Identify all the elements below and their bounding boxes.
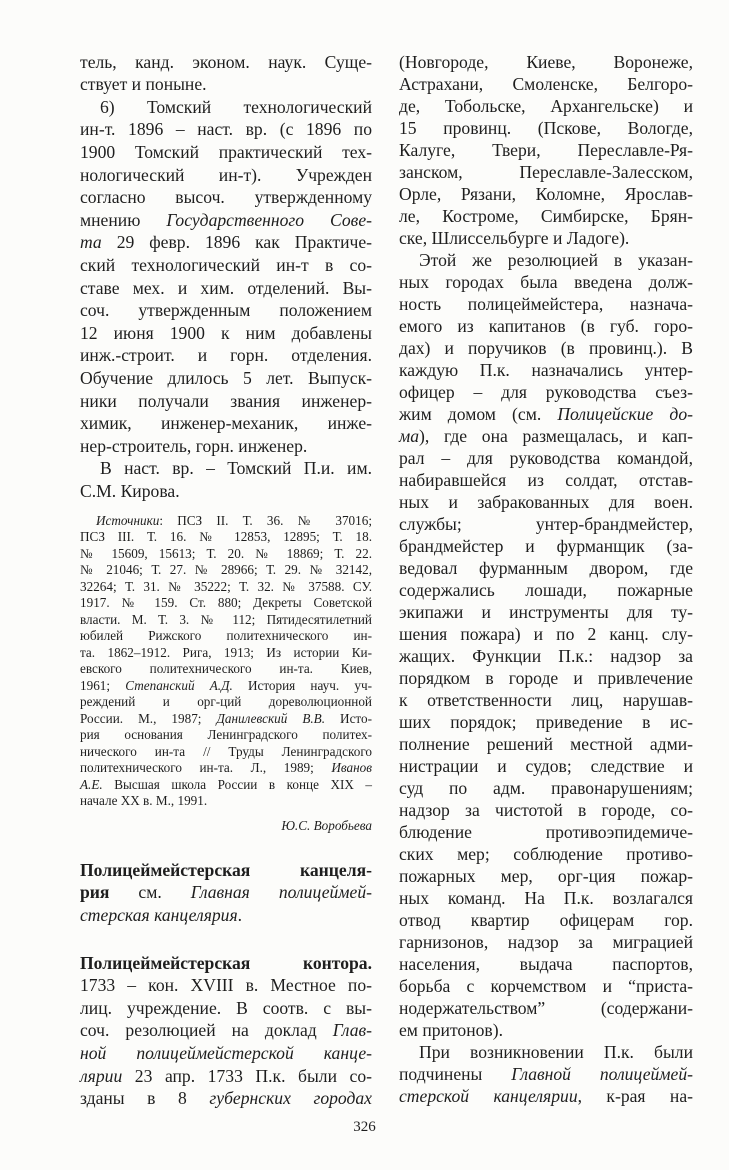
text-line <box>399 865 693 887</box>
text-line <box>399 359 693 381</box>
text-span: 32264; Т. 31. № 35222; Т. 32. № 37588. СУ. <box>80 578 372 594</box>
text-line <box>80 529 372 546</box>
text-line <box>80 760 372 777</box>
text-span: брандмейстер и фурманщик (за- <box>399 536 693 556</box>
text-span: 6) Томский технологический <box>100 96 372 117</box>
italic-text: лярии <box>80 1065 123 1086</box>
text-span: Исто- <box>325 710 373 726</box>
text-line <box>399 161 693 183</box>
text-span: инж.-строит. и горн. отделения. <box>80 345 372 366</box>
text-span: зданы в 8 <box>80 1088 210 1109</box>
text-line <box>80 562 372 579</box>
text-span: Астрахани, Смоленске, Белгоро- <box>399 74 693 94</box>
text-line <box>80 881 372 904</box>
text-span: нодержательством” (содержани- <box>399 998 693 1018</box>
text-line <box>80 904 372 927</box>
text-line <box>80 344 372 367</box>
text-line <box>80 480 372 503</box>
text-line <box>80 628 372 645</box>
text-line <box>399 513 693 535</box>
text-line <box>399 997 693 1019</box>
text-line <box>399 425 693 447</box>
text-line <box>80 694 372 711</box>
text-span: де, Тобольске, Архангельске) и <box>399 96 693 116</box>
text-line <box>399 337 693 359</box>
text-span: службы; унтер-брандмейстер, <box>399 514 693 534</box>
text-span: История науч. уч- <box>232 677 372 693</box>
text-line <box>399 557 693 579</box>
text-line <box>80 859 372 882</box>
text-span: подчинены <box>399 1064 512 1084</box>
text-line <box>80 118 372 141</box>
text-span: содержались лошади, пожарные <box>399 580 693 600</box>
text-line <box>399 711 693 733</box>
text-span: ствует и поныне. <box>80 74 207 95</box>
text-span: шения пожара) и по 2 канц. слу- <box>399 624 693 644</box>
text-line <box>399 403 693 425</box>
text-line <box>80 277 372 300</box>
text-line <box>399 623 693 645</box>
text-line <box>80 595 372 612</box>
text-line <box>399 271 693 293</box>
text-line <box>399 601 693 623</box>
text-line <box>80 744 372 761</box>
text-line <box>399 205 693 227</box>
text-span: Орле, Рязани, Коломне, Ярослав- <box>399 184 693 204</box>
text-span: (Новгороде, Киеве, Воронеже, <box>399 52 693 72</box>
text-line <box>399 139 693 161</box>
text-span: рия основания Ленинградского политех- <box>80 727 372 743</box>
text-span: химик, инженер-механик, инже- <box>80 413 372 434</box>
text-block <box>399 51 693 1107</box>
text-span: к ответственности лиц, нарушав- <box>399 690 693 710</box>
text-span: При возникновении П.к. были <box>419 1042 693 1062</box>
page-number: 326 <box>353 1119 376 1135</box>
text-line <box>399 887 693 909</box>
text-span: пожарных мер, орг-ция пожар- <box>399 866 693 886</box>
text-line <box>80 974 372 997</box>
text-span: нологический ин-т). Учрежден <box>80 164 372 185</box>
text-line <box>399 975 693 997</box>
text-line <box>80 141 372 164</box>
text-span: нер-строитель, горн. инженер. <box>80 435 308 456</box>
text-span: 1917. № 159. Ст. 880; Декреты Советской <box>80 595 372 611</box>
italic-text: Глав- <box>332 1020 372 1041</box>
text-line <box>80 546 372 563</box>
text-line <box>399 799 693 821</box>
text-span: 1733 – кон. XVIII в. Местное по- <box>80 975 372 996</box>
italic-text: губернских городах <box>209 1088 372 1109</box>
text-span: ин-т. 1896 – наст. вр. (с 1896 по <box>80 119 372 140</box>
text-span: Обучение длилось 5 лет. Выпуск- <box>80 368 372 388</box>
text-span: полнение решений местной адми- <box>399 734 693 754</box>
text-line <box>399 51 693 73</box>
text-line <box>399 667 693 689</box>
text-line <box>80 777 372 794</box>
text-line <box>399 249 693 271</box>
text-span: : ПСЗ II. Т. 36. № 37016; <box>159 512 372 528</box>
text-line <box>399 1041 693 1063</box>
italic-text: стерской канцелярии <box>399 1086 578 1106</box>
text-line <box>399 953 693 975</box>
text-span: реждений и орг-ций дореволюционной <box>80 694 372 710</box>
text-line <box>399 183 693 205</box>
italic-text: Государственного Сове- <box>166 209 372 230</box>
text-span: тель, канд. эконом. наук. Суще- <box>80 51 372 72</box>
text-span: . <box>237 904 243 925</box>
text-line <box>80 817 372 835</box>
text-line <box>80 457 372 480</box>
text-line <box>80 186 372 209</box>
italic-text: та <box>80 232 102 253</box>
text-line <box>80 1087 372 1110</box>
text-span: соч. утвержденным положением <box>80 300 372 321</box>
text-span: , к-рая на- <box>577 1086 693 1106</box>
text-span: Этой же резолюцией в указан- <box>419 250 693 270</box>
text-line <box>399 95 693 117</box>
text-span: занском, Переславле-Залесском, <box>399 162 693 182</box>
text-line <box>80 322 372 345</box>
text-span: борьба с корчемством и “приста- <box>399 976 693 996</box>
text-line <box>80 231 372 254</box>
text-span: ных и забракованных для воен. <box>399 492 693 512</box>
text-line <box>399 689 693 711</box>
text-span: ники получали звания инженер- <box>80 390 372 411</box>
text-span: Высшая школа России в конце XIX – <box>102 776 372 792</box>
text-span: отвод квартир офицерам гор. <box>399 910 693 930</box>
text-line <box>80 412 372 435</box>
text-span: порядком в городе и привлечение <box>399 668 693 688</box>
text-line <box>399 777 693 799</box>
italic-text: А.Е. <box>80 776 103 792</box>
text-line <box>80 952 372 975</box>
italic-text: ма <box>399 426 420 446</box>
text-line <box>80 390 372 413</box>
text-line <box>80 96 372 119</box>
text-line <box>399 931 693 953</box>
italic-text: Полицейские до- <box>557 404 693 424</box>
italic-text: стерская канцелярия <box>80 904 238 925</box>
italic-text: Источники <box>96 512 160 528</box>
text-line <box>399 579 693 601</box>
text-span: рал – для руководства командой, <box>399 448 693 468</box>
text-line <box>80 299 372 322</box>
text-line <box>399 315 693 337</box>
text-span: та. 1862–1912. Рига, 1913; Из истории Ки- <box>80 644 372 660</box>
text-line <box>80 727 372 744</box>
text-line <box>399 1063 693 1085</box>
italic-text: Степанский А.Д. <box>125 677 233 693</box>
italic-text: Главной полицеймей- <box>511 1064 693 1084</box>
text-line <box>80 661 372 678</box>
text-span: соч. резолюцией на доклад <box>80 1020 333 1041</box>
text-line <box>399 227 693 249</box>
text-line <box>80 1042 372 1065</box>
text-line <box>399 491 693 513</box>
text-line <box>80 164 372 187</box>
text-span: нистрации и судов; следствие и <box>399 756 693 776</box>
text-span: ность полицеймейстера, назнача- <box>399 294 693 314</box>
text-line <box>80 612 372 629</box>
text-line <box>399 733 693 755</box>
text-span: лиц. учреждение. В соотв. с вы- <box>80 997 372 1018</box>
text-span: России. М., 1987; <box>80 710 217 726</box>
text-span: ских мер; соблюдение противо- <box>399 844 693 864</box>
text-span: нического ин-та // Труды Ленинградского <box>80 743 372 759</box>
text-line <box>399 821 693 843</box>
text-line <box>80 254 372 277</box>
text-span: евского политехнического ин-та. Киев, <box>80 661 372 677</box>
text-span: надзор за чистотой в городе, со- <box>399 800 693 820</box>
text-span: дах) и поручиков (в провинц.). В <box>399 338 693 358</box>
text-span: каждую П.к. назначались унтер- <box>399 360 693 380</box>
text-span: ем притонов). <box>399 1020 503 1040</box>
text-line <box>80 645 372 662</box>
text-span: Калуге, Твери, Переславле-Ря- <box>399 140 693 160</box>
text-line <box>399 1085 693 1107</box>
text-span: власти. М. Т. 3. № 112; Пятидесятилетний <box>80 611 372 627</box>
text-span: политехнического ин-та. Л., 1989; <box>80 760 332 776</box>
text-span: 12 июня 1900 к ним добавлены <box>80 322 372 343</box>
text-span: набиравшейся из солдат, отстав- <box>399 470 693 490</box>
text-span: ных городах была введена долж- <box>399 272 693 292</box>
text-line <box>80 997 372 1020</box>
text-line <box>399 843 693 865</box>
text-span: офицер – для руководства съез- <box>399 382 693 402</box>
text-line <box>399 755 693 777</box>
text-line <box>80 1065 372 1088</box>
text-line <box>399 293 693 315</box>
text-line <box>80 513 372 530</box>
text-line <box>399 381 693 403</box>
text-span: блюдение противоэпидемиче- <box>399 822 693 842</box>
sources-block <box>80 513 372 810</box>
text-span: ведовал фурманным двором, где <box>399 558 693 578</box>
text-span: ске, Шлиссельбурге и Ладоге). <box>399 228 630 248</box>
text-block <box>80 51 372 503</box>
text-span: жим домом (см. <box>399 404 558 424</box>
text-line <box>80 51 372 74</box>
text-span: жащих. Функции П.к.: надзор за <box>399 646 693 666</box>
text-line <box>399 535 693 557</box>
dictionary-entry <box>80 859 372 927</box>
italic-text: Иванов <box>331 760 372 776</box>
text-span: 23 апр. 1733 П.к. были со- <box>122 1065 372 1086</box>
text-span: № 21046; Т. 27. № 28966; Т. 29. № 32142, <box>80 562 372 578</box>
text-span: В наст. вр. – Томский П.и. им. <box>100 458 372 479</box>
text-span: С.М. Кирова. <box>80 480 180 501</box>
text-span: 1900 Томский практический тех- <box>80 142 372 163</box>
italic-text: Данилевский В.В. <box>216 710 326 726</box>
entry-title: рия <box>80 882 110 903</box>
text-line <box>399 909 693 931</box>
text-line <box>80 711 372 728</box>
text-line <box>80 579 372 596</box>
text-line <box>80 73 372 96</box>
text-line <box>399 645 693 667</box>
entry-title: Полицеймейстерская канцеля- <box>80 859 372 880</box>
text-line <box>80 793 372 810</box>
text-line <box>399 1019 693 1041</box>
entry-title: Полицеймейстерская контора. <box>80 952 372 973</box>
text-span: ), где она размещалась, и кап- <box>419 426 693 446</box>
text-span: ле, Костроме, Симбирске, Брян- <box>399 206 693 226</box>
text-span: ставе мех. и хим. отделений. Вы- <box>80 277 372 298</box>
text-span: № 15609, 15613; Т. 20. № 18869; Т. 22. <box>80 545 372 561</box>
text-span: населения, выдача паспортов, <box>399 954 693 974</box>
text-line <box>80 209 372 232</box>
text-span: 15 провинц. (Пскове, Вологде, <box>399 118 693 138</box>
text-span: 1961; <box>80 677 126 693</box>
text-line <box>80 435 372 458</box>
text-line <box>399 117 693 139</box>
text-span: емого из капитанов (в губ. горо- <box>399 316 693 336</box>
italic-text: ной полицеймейстерской канце- <box>80 1043 372 1064</box>
text-span: начале XX в. М., 1991. <box>80 793 208 809</box>
text-line <box>399 73 693 95</box>
text-span: согласно высоч. утвержденному <box>80 187 372 208</box>
text-span: мнению <box>80 209 167 230</box>
dictionary-entry <box>80 952 372 1110</box>
text-line <box>80 1019 372 1042</box>
text-line <box>399 469 693 491</box>
text-span: экипажи и инструменты для ту- <box>399 602 693 622</box>
text-span: ский технологический ин-т в со- <box>80 255 372 276</box>
text-span: ных команд. На П.к. возлагался <box>399 888 693 908</box>
text-span: юбилей Рижского политехнического ин- <box>80 628 372 644</box>
author-signature <box>80 817 372 835</box>
text-span: гарнизонов, надзор за миграцией <box>399 932 693 952</box>
text-line <box>399 447 693 469</box>
text-line <box>80 678 372 695</box>
text-span: ПСЗ III. Т. 16. № 12853, 12895; Т. 18. <box>80 529 372 545</box>
text-line <box>80 367 372 390</box>
text-span: 29 февр. 1896 как Практиче- <box>101 232 372 253</box>
text-span: ших порядок; приведение в ис- <box>399 712 693 732</box>
text-span: см. <box>109 882 191 903</box>
italic-text: Главная полицеймей- <box>190 882 373 903</box>
text-span: Ю.С. Воробьева <box>281 818 372 833</box>
text-span: суд по адм. правонарушениям; <box>399 778 693 798</box>
